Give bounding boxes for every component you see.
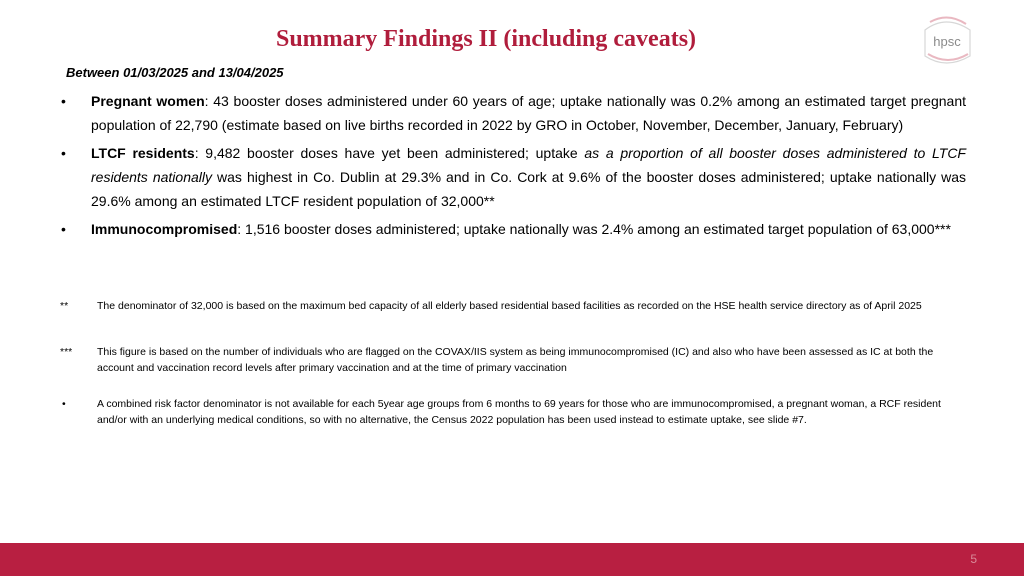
finding-label: Pregnant women	[91, 93, 205, 109]
finding-label: Immunocompromised	[91, 221, 238, 237]
finding-ltcf-residents	[58, 141, 966, 213]
slide-title: Summary Findings II (including caveats)	[275, 26, 697, 52]
hpsc-logo	[918, 14, 974, 66]
footnote-text: This figure is based on the number of individuals who are flagged on the COVAX/IIS system as being immunocompromised (IC) and also who have been assessed as IC at both the account and vaccination record levels after primary vaccination and at the time of primary vaccination	[97, 346, 934, 374]
logo-text: hpsc	[933, 34, 961, 49]
footnote-mark: ***	[60, 346, 73, 358]
findings-list	[58, 89, 966, 245]
page-number: 5	[970, 552, 977, 566]
footnote-ltcf-denominator	[60, 299, 966, 315]
bullet-point: •	[61, 93, 66, 109]
finding-immunocompromised	[58, 217, 966, 241]
footnote-mark: •	[62, 398, 66, 410]
footer-bar	[0, 543, 1024, 576]
footnote-mark: **	[60, 300, 69, 312]
footnote-immunocompromised	[60, 345, 966, 376]
finding-text: : 43 booster doses administered under 60 years of age; uptake nationally was 0.2% among an estimated target pregnant population of 22,790 (estimate based on live births recorded in 2022 by GRO in October, November, December, January, February)	[91, 93, 967, 133]
footnote-combined-risk	[60, 397, 966, 428]
bullet-point: •	[61, 145, 66, 161]
finding-pregnant-women	[58, 89, 966, 137]
footnote-text: A combined risk factor denominator is not available for each 5year age groups from 6 months to 69 years for those who are immunocompromised, a pregnant woman, a RCF resident and/or with an underlying medical conditions, so with no alternative, the Census 2022 population has been used instead to estimate uptake, see slide #7.	[97, 398, 941, 426]
finding-label: LTCF residents	[91, 145, 195, 161]
finding-text: was highest in Co. Dublin at 29.3% and in Co. Cork at 9.6% of the booster doses administered; uptake nationally was 29.6% among an estimated LTCF resident population of 32,000**	[91, 169, 966, 209]
footnote-text: The denominator of 32,000 is based on the maximum bed capacity of all elderly based residential based facilities as recorded on the HSE health service directory as of April 2025	[97, 300, 922, 312]
finding-text: : 1,516 booster doses administered; uptake nationally was 2.4% among an estimated target population of 63,000***	[237, 221, 951, 237]
bullet-point: •	[61, 221, 66, 237]
finding-text-italic: as a proportion of all booster doses administered to LTCF residents nationally	[91, 145, 966, 185]
finding-text: : 9,482 booster doses have yet been administered; uptake	[194, 145, 585, 161]
date-range: Between 01/03/2025 and 13/04/2025	[66, 65, 284, 80]
